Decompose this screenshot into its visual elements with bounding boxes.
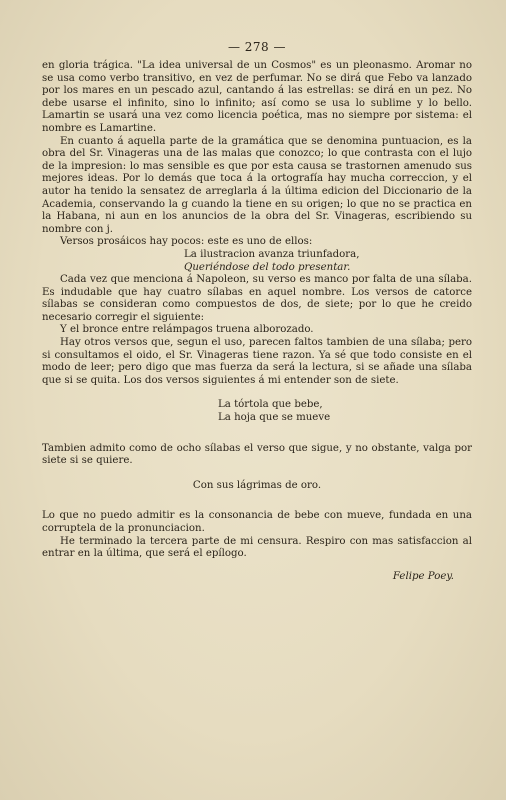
- paragraph: Cada vez que menciona á Napoleon, su verso es manco por falta de una sílaba. Es indudable que hay cuatro sílabas en aquel nombre. Los versos de catorce sílabas se consideran como compuestos de dos, de siete; por lo que he creido necesario corregir el siguiente:: [42, 274, 472, 323]
- quoted-verse-line: Queriéndose del todo presentar.: [184, 261, 351, 273]
- paragraph: Lo que no puedo admitir es la consonancia de bebe con mueve, fundada en una corruptela de la pronunciacion.: [42, 510, 472, 534]
- page-number: — 278 —: [227, 40, 287, 54]
- quoted-verse-line: La ilustracion avanza triunfadora,: [184, 248, 360, 260]
- quoted-verse-line: La tórtola que bebe,: [218, 399, 323, 411]
- paragraph: Hay otros versos que, segun el uso, parecen faltos tambien de una sílaba; pero si consultamos el oido, el Sr. Vinageras tiene razon. Ya sé que todo consiste en el modo de leer; pero digo que mas fuerza da será la lectura, si se añade una sílaba que si se quita. Los dos versos siguientes á mi entender son de siete.: [42, 337, 472, 386]
- paragraph: en gloria trágica. "La idea universal de un Cosmos" es un pleonasmo. Aromar no se usa como verbo transitivo, en vez de perfumar. No se dirá que Febo va lanzado por los mares en un pescado azul, cantando á las estrellas: se dirá en un pez. No debe usarse el infinito, sino lo infinito; así como se usa lo sublime y lo bello. Lamartin se usará una vez como licencia poética, mas no siempre por sistema: el nombre es Lamartine.: [42, 60, 472, 134]
- paragraph: Versos prosáicos hay pocos: este es uno de ellos:: [60, 236, 313, 248]
- paragraph: He terminado la tercera parte de mi censura. Respiro con mas satisfaccion al entrar en la última, que será el epílogo.: [42, 535, 472, 560]
- quoted-verse-line: Con sus lágrimas de oro.: [192, 479, 322, 491]
- quoted-verse-line: Y el bronce entre relámpagos truena alborozado.: [60, 324, 314, 336]
- body-text: [42, 60, 472, 583]
- signature: Felipe Poey.: [392, 570, 454, 582]
- paragraph: Tambien admito como de ocho sílabas el verso que sigue, y no obstante, valga por siete si se quiere.: [42, 442, 472, 467]
- quoted-verse-line: La hoja que se mueve: [218, 412, 331, 424]
- paragraph: En cuanto á aquella parte de la gramática que se denomina puntuacion, es la obra del Sr. Vinageras una de las malas que conozco; lo que contrasta con el lujo de la impresion: lo mas sensible es que por esta causa se trastornen amenudo sus mejores ideas. Por lo demás que toca á la ortografía hay mucha correccion, y el autor ha tenido la sensatez de arreglarla á la última edicion del Diccionario de la Academia, conservando la g cuando la tiene en su origen; lo que no se practica en la Habana, ni aun en los anuncios de la obra del Sr. Vinageras, escribiendo su nombre con j.: [42, 135, 472, 235]
